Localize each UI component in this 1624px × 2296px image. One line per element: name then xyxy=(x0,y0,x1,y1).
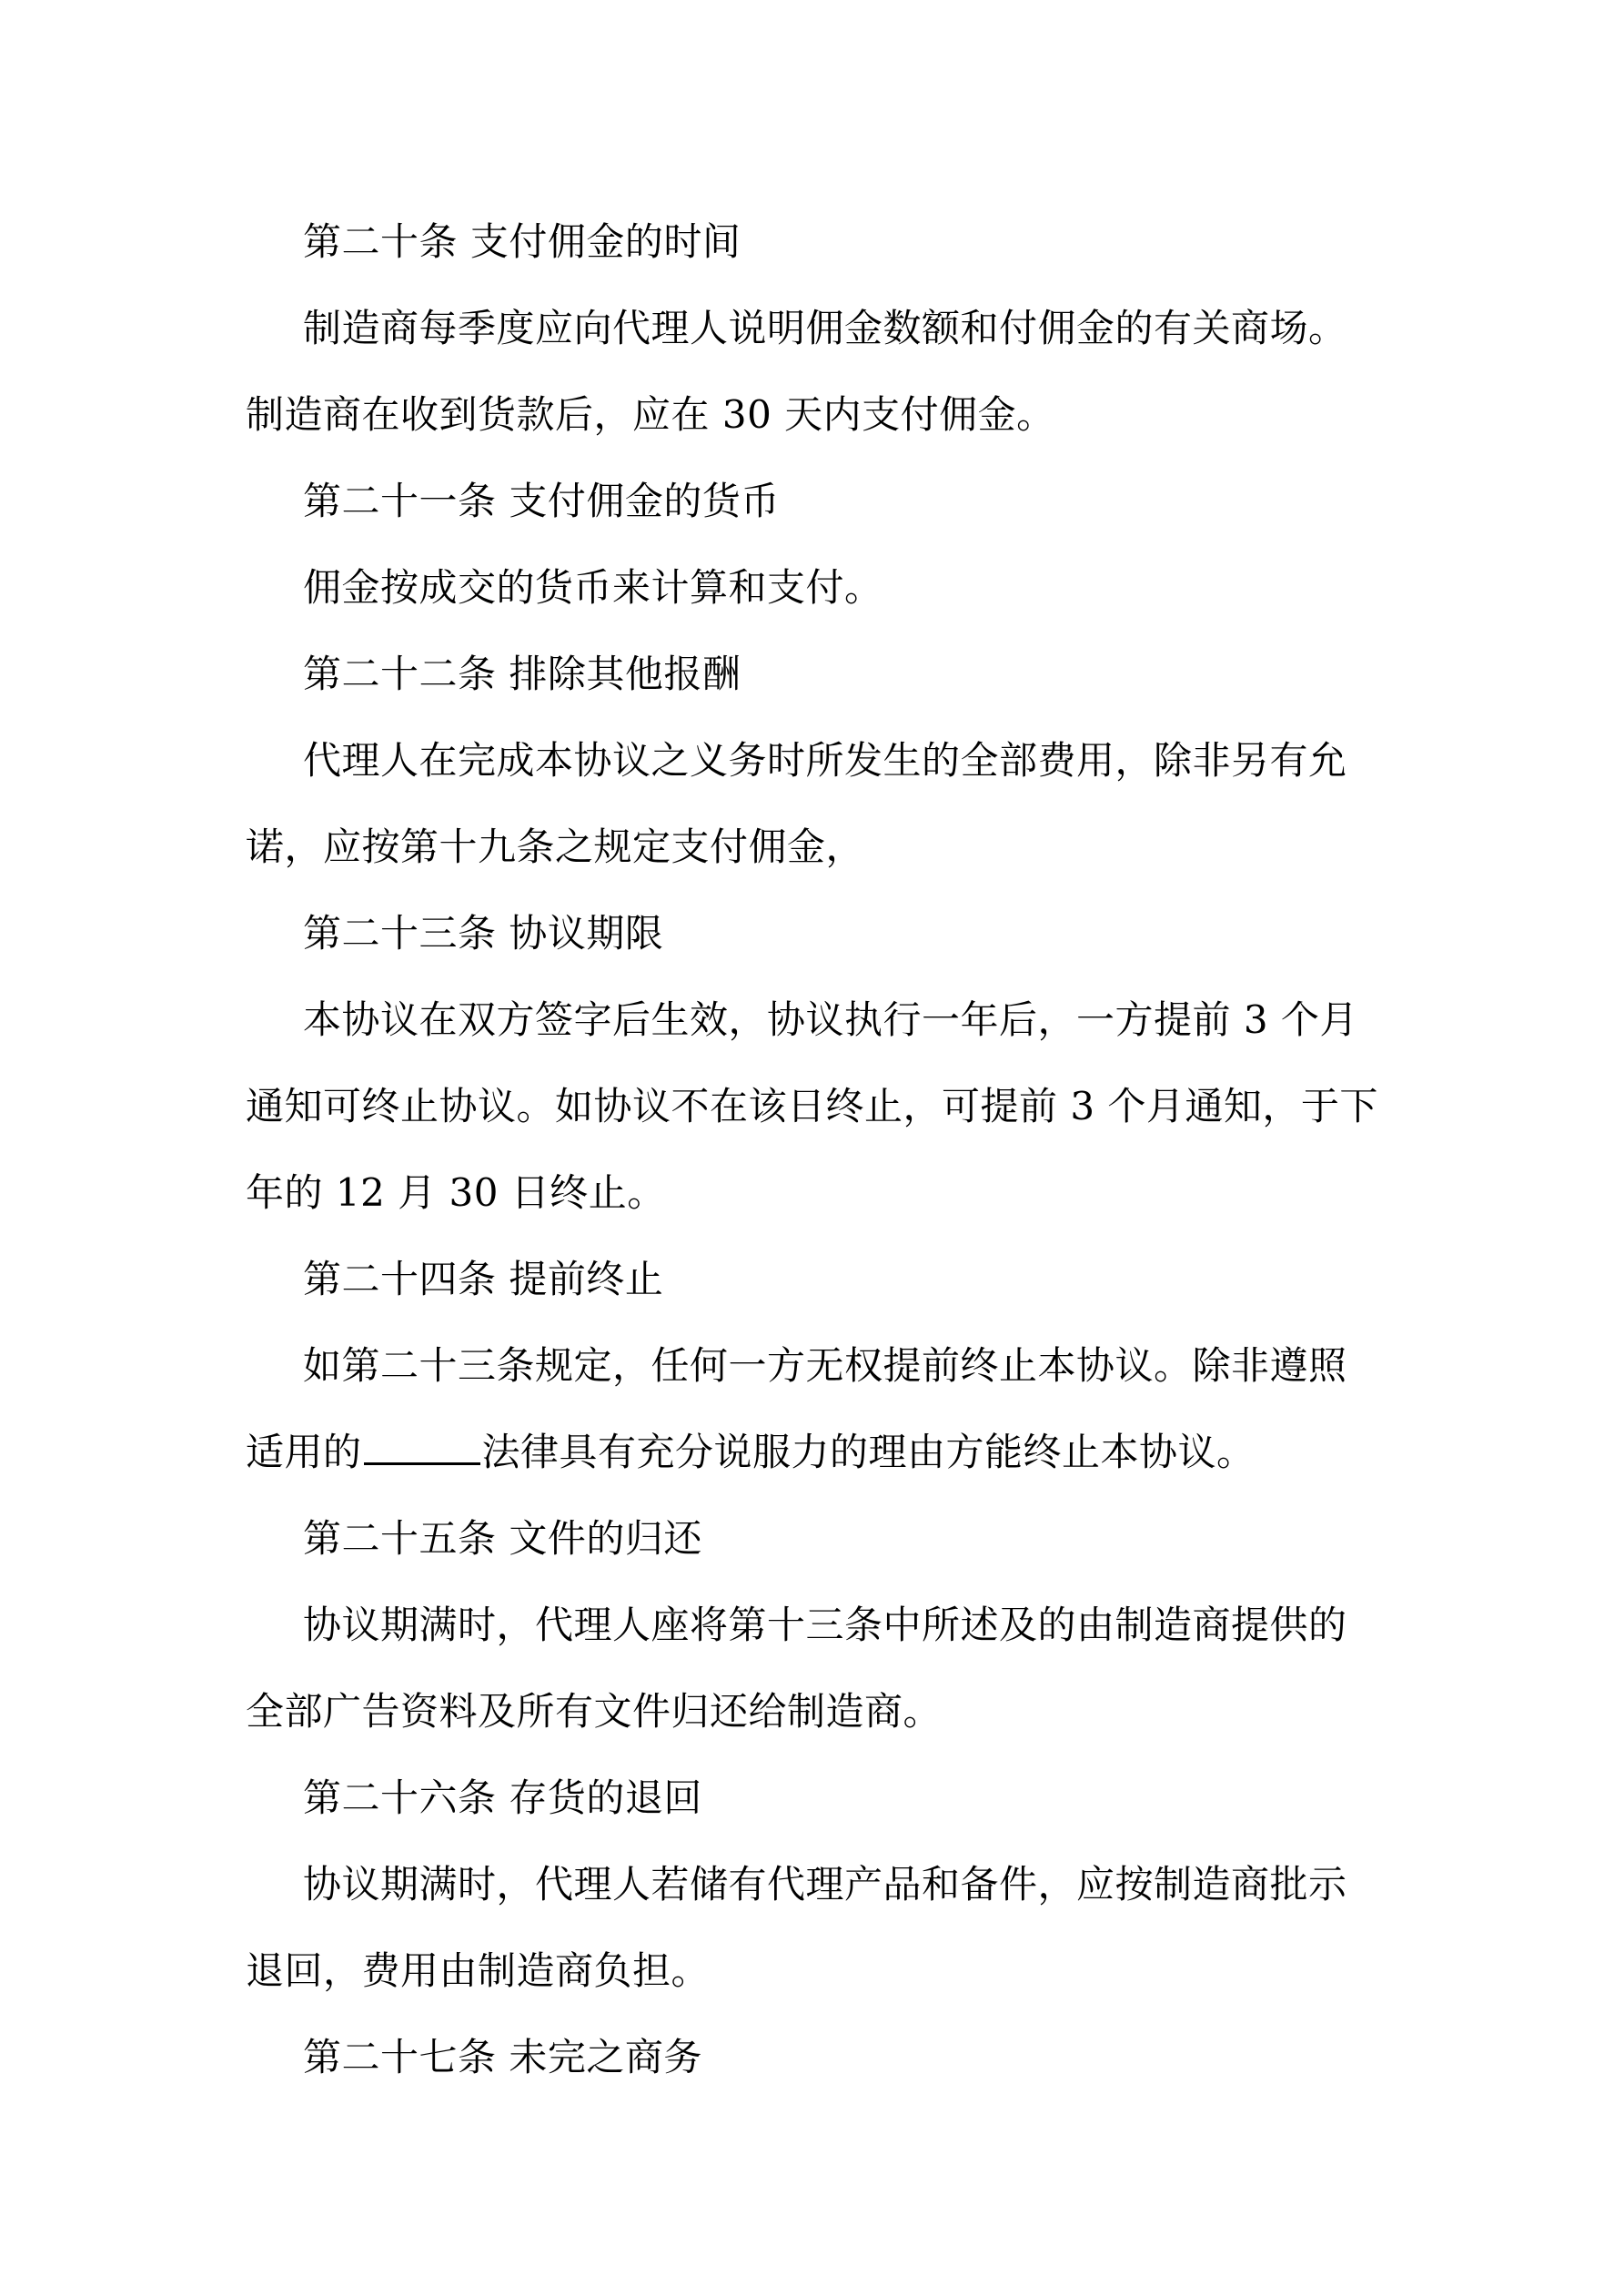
article-25-text-line-2: 全部广告资料及所有文件归还给制造商。 xyxy=(246,1689,943,1734)
article-25-text-line-1: 协议期满时，代理人座将第十三条中所述及的由制造商提供的 xyxy=(303,1603,1347,1647)
article-27-heading: 第二十七条 未完之商务 xyxy=(303,2035,702,2079)
article-23-text-line-2: 通知可终止协议。如协议不在该日终止，可提前 3 个月通知，于下 xyxy=(246,1084,1378,1128)
article-20-heading: 第二十条 支付佣金的时间 xyxy=(303,219,741,264)
law-blank-underline xyxy=(364,1431,480,1465)
article-20-text-line-1: 制造商每季度应向代理人说明佣金数额和付佣金的有关商场。 xyxy=(303,306,1347,350)
article-21-text: 佣金按成交的货币来计算和支付。 xyxy=(303,565,883,610)
article-25-heading: 第二十五条 文件的归还 xyxy=(303,1516,702,1561)
article-26-text-line-2: 退回，费用由制造商负担。 xyxy=(246,1948,711,1993)
article-26-text-line-1: 协议期满时，代理人若储有代理产品和备件，应按制造商批示 xyxy=(303,1862,1347,1907)
article-24-text-line-1: 如第二十三条规定，任何一方无权提前终止本协议。除非遵照 xyxy=(303,1343,1347,1388)
article-22-heading: 第二十二条 排除其他报酬 xyxy=(303,652,741,696)
article-23-text-line-3: 年的 12 月 30 日终止。 xyxy=(246,1170,666,1215)
article-23-heading: 第二十三条 协议期限 xyxy=(303,911,664,956)
article-24-heading: 第二十四条 提前终止 xyxy=(303,1257,664,1301)
article-23-text-line-1: 本协议在双方签字后生效，协议执行一年后，一方提前 3 个月 xyxy=(303,997,1358,1042)
article-26-heading: 第二十六条 存货的退回 xyxy=(303,1775,702,1820)
applicable-prefix: 适用的 xyxy=(246,1430,362,1474)
article-20-text-line-2: 制造商在收到货款后，应在 30 天内支付佣金。 xyxy=(246,392,1055,437)
article-24-text-line-2 xyxy=(246,1429,1392,1476)
article-22-text-line-2: 诺，应按第十九条之规定支付佣金， xyxy=(246,824,865,869)
law-suffix-text: 法律具有充分说服力的理由方能终止本协议。 xyxy=(481,1430,1256,1474)
article-22-text-line-1: 代理人在完成本协议之义务时所发生的全部费用，除非另有允 xyxy=(303,738,1347,783)
article-21-heading: 第二十一条 支付佣金的货币 xyxy=(303,479,780,523)
